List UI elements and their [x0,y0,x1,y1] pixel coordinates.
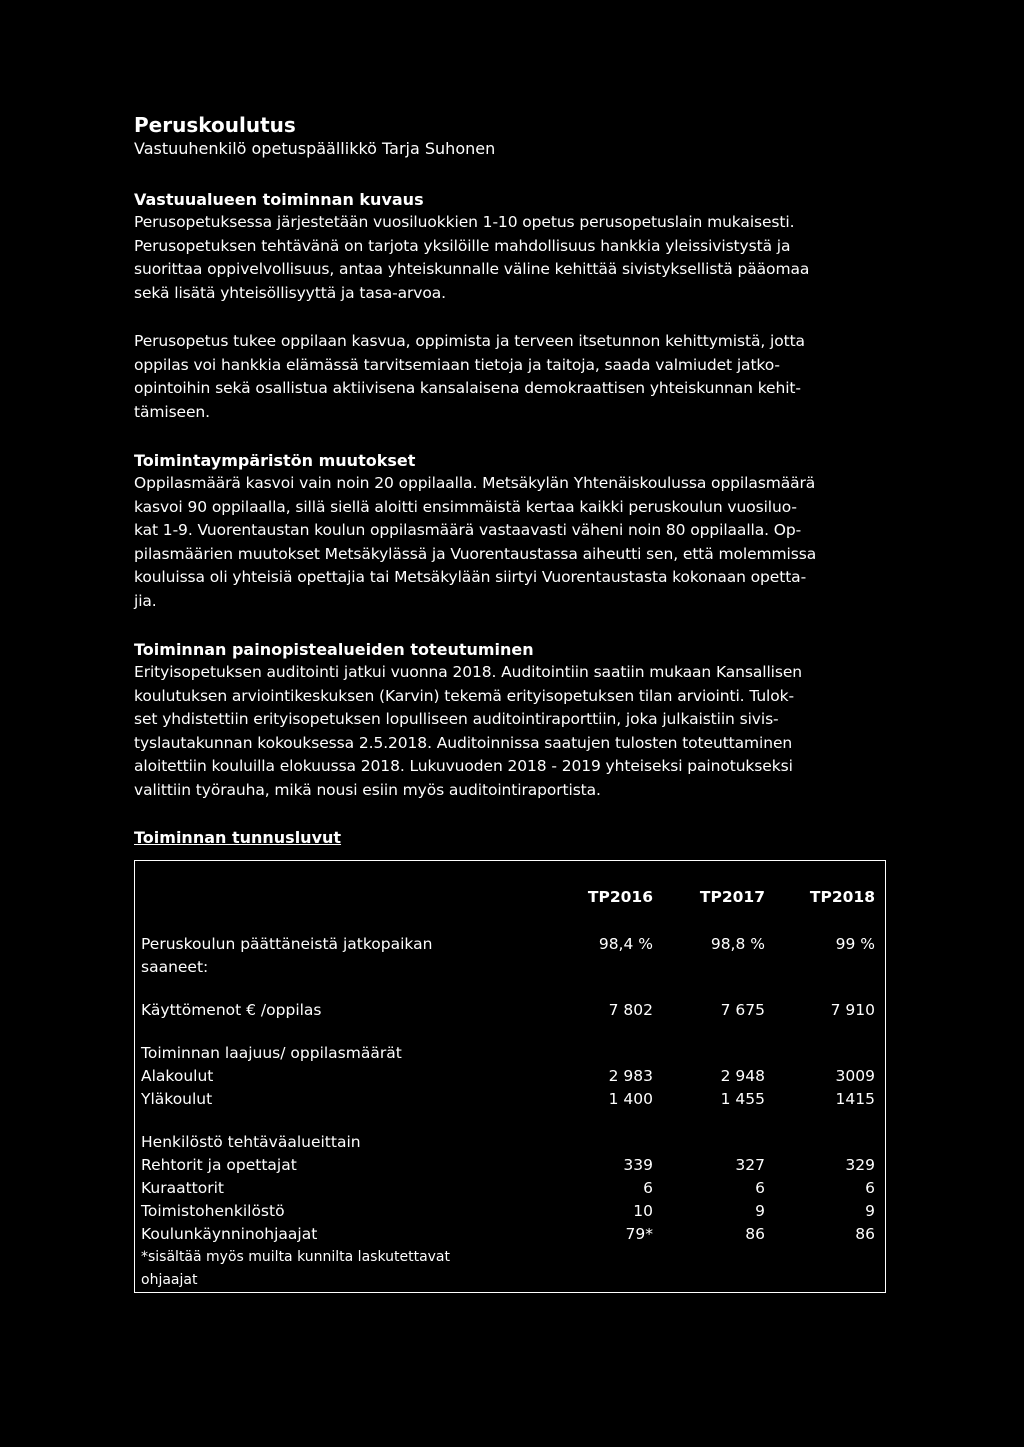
heading-kpi: Toiminnan tunnusluvut [134,828,342,847]
table-row [135,999,886,1022]
heading-focus-areas: Toiminnan painopistealueiden toteutuminen [134,640,534,659]
footnote: ohjaajat [141,1272,198,1288]
row-label: Toimistohenkilöstö [141,1202,285,1220]
cell-value: 9 [755,1202,765,1220]
table-row [135,1088,886,1111]
cell-value: 99 % [835,935,875,953]
cell-value: 3009 [835,1067,875,1085]
paragraph-description-2: Perusopetus tukee oppilaan kasvua, oppimista ja terveen itsetunnon kehittymistä, jotta oppilas voi hankkia elämässä tarvitsemiaan tietoja ja taitoja, saada valmiudet jatko- opintoihin sekä osallistua aktiivisena kansalaisena demokraattisen yhteiskunnan kehit- tämiseen. [134,332,805,421]
page-title: Peruskoulutus [134,113,296,137]
row-label: Rehtorit ja opettajat [141,1156,297,1174]
responsible-person: Vastuuhenkilö opetuspäällikkö Tarja Suhonen [134,139,496,158]
table-row [135,933,886,979]
table-row [135,1200,886,1223]
cell-value: 7 910 [830,1001,875,1019]
table-row [135,1223,886,1246]
cell-value: 10 [633,1202,653,1220]
heading-description: Vastuualueen toiminnan kuvaus [134,190,424,209]
table-header-row [135,861,886,934]
table-row [135,1177,886,1200]
col-header: TP2018 [809,887,875,906]
cell-value: 1 400 [608,1090,653,1108]
footnote: *sisältää myös muilta kunnilta laskutettavat [141,1249,451,1265]
cell-value: 2 948 [720,1067,765,1085]
row-label: Koulunkäynninohjaajat [141,1225,318,1243]
table-footnote-row [135,1246,886,1293]
cell-value: 6 [865,1179,875,1197]
cell-value: 98,4 % [598,935,653,953]
row-label: Alakoulut [141,1067,214,1085]
document-page [134,112,894,849]
col-header: TP2017 [699,887,765,906]
cell-value: 9 [865,1202,875,1220]
cell-value: 86 [745,1225,765,1243]
row-label: Käyttömenot € /oppilas [141,1001,322,1019]
cell-value: 2 983 [608,1067,653,1085]
kpi-table [134,860,886,1293]
cell-value: 98,8 % [710,935,765,953]
cell-value: 79* [625,1225,653,1243]
cell-value: 86 [855,1225,875,1243]
paragraph-focus-areas: Erityisopetuksen auditointi jatkui vuonna 2018. Auditointiin saatiin mukaan Kansallisen koulutuksen arviointikeskuksen (Karvin) tekemä erityisopetuksen tilan arviointi. Tulok- set yhdistettiin erityisopetuksen lopulliseen auditointiraporttiin, joka julkaistiin sivis- tyslautakunnan kokouksessa 2.5.2018. Auditoinnissa saatujen tulosten toteuttaminen aloitettiin kouluilla elokuussa 2018. Lukuvuoden 2018 - 2019 yhteiseksi painotukseksi valittiin työrauha, mikä nousi esiin myös auditointiraportista. [134,663,802,799]
cell-value: 339 [623,1156,653,1174]
cell-value: 6 [643,1179,653,1197]
row-label: Peruskoulun päättäneistä jatkopaikan [141,935,433,953]
row-label: saaneet: [141,958,209,976]
cell-value: 1 455 [720,1090,765,1108]
paragraph-changes: Oppilasmäärä kasvoi vain noin 20 oppilaalla. Metsäkylän Yhtenäiskoulussa oppilasmäärä kasvoi 90 oppilaalla, sillä siellä aloitti ensimmäistä kertaa kaikki peruskoulun vuosiluo- kat 1-9. Vuorentaustan koulun oppilasmäärä vastaavasti väheni noin 80 oppilaalla. Op- pilasmäärien muutokset Metsäkylässä ja Vuorentaustassa aiheutti sen, että molemmissa kouluissa oli yhteisiä opettajia tai Metsäkylään siirtyi Vuorentaustasta kokonaan opetta- jia. [134,474,817,610]
table-group-label: Toiminnan laajuus/ oppilasmäärät [141,1044,402,1062]
table-row [135,1065,886,1088]
row-label: Yläkoulut [141,1090,213,1108]
paragraph-description-1: Perusopetuksessa järjestetään vuosiluokkien 1-10 opetus perusopetuslain mukaisesti. Perusopetuksen tehtävänä on tarjota yksilöille mahdollisuus hankkia yleissivistystä ja suorittaa oppivelvollisuus, antaa yhteiskunnalle väline kehittää sivistyksellistä pääomaa sekä lisätä yhteisöllisyyttä ja tasa-arvoa. [134,213,810,302]
cell-value: 7 802 [608,1001,653,1019]
cell-value: 7 675 [720,1001,765,1019]
cell-value: 1415 [835,1090,875,1108]
cell-value: 6 [755,1179,765,1197]
cell-value: 329 [845,1156,875,1174]
row-label: Kuraattorit [141,1179,224,1197]
heading-changes: Toimintaympäristön muutokset [134,451,416,470]
table-row [135,1154,886,1177]
table-group-label: Henkilöstö tehtäväalueittain [141,1133,361,1151]
cell-value: 327 [735,1156,765,1174]
col-header: TP2016 [587,887,653,906]
